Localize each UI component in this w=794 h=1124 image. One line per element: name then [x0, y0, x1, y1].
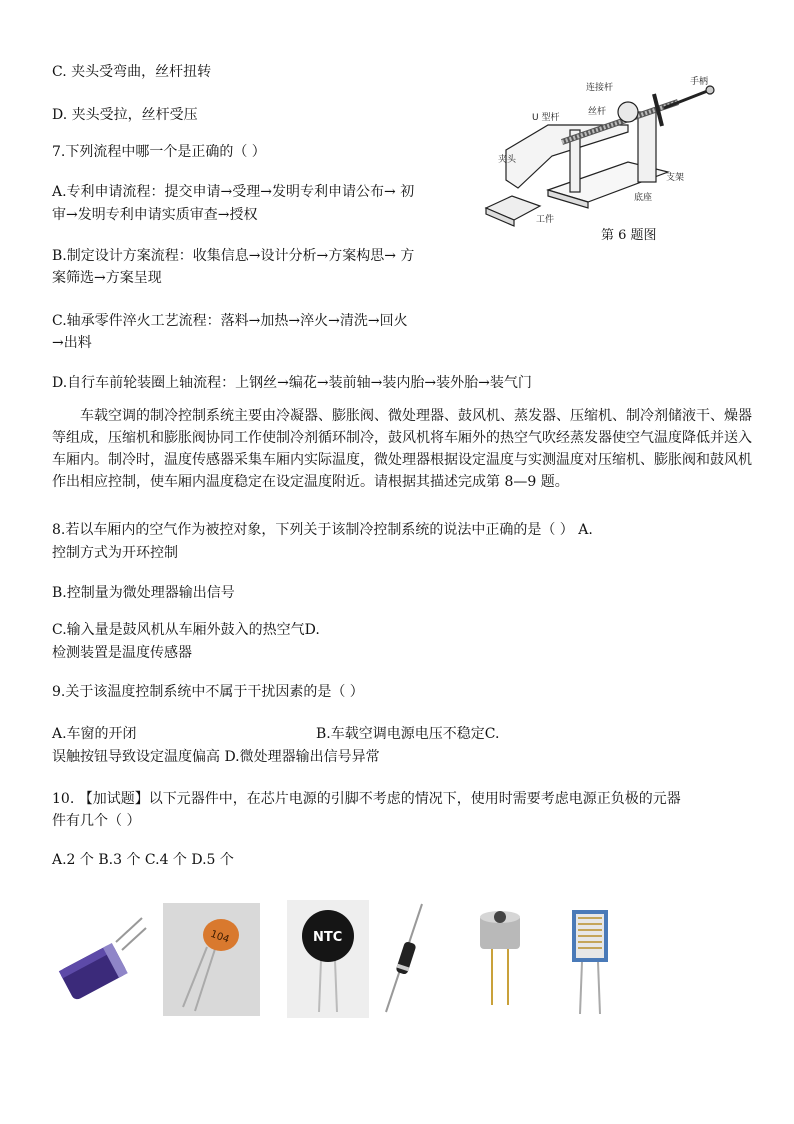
q10-stem-line2: 件有几个（ ） [52, 813, 141, 829]
q7-option-a-line2: 审→发明专利申请实质审查→授权 [52, 207, 258, 223]
diode-image [376, 900, 436, 1018]
label-connecting-rod: 连接杆 [586, 83, 614, 93]
ntc-thermistor-image [287, 900, 369, 1018]
label-clamp-head: 夹头 [498, 155, 517, 165]
q8-option-c-line1: C.输入量是鼓风机从车厢外鼓入的热空气D. [52, 622, 320, 638]
q7-option-b-line2: 案筛选→方案呈现 [52, 270, 162, 286]
label-u-rod: U 型杆 [532, 113, 560, 123]
figure-caption: 第 6 题图 [601, 228, 657, 243]
q7-option-b-line1: B.制定设计方案流程：收集信息→设计分析→方案构思→ 方 [52, 248, 415, 264]
clamp-figure [478, 70, 716, 230]
label-base: 底座 [634, 193, 653, 203]
label-lead-screw: 丝杆 [588, 107, 607, 117]
ntc-label-text: NTC [313, 930, 343, 945]
q9-option-b: B.车载空调电源电压不稳定C. [316, 726, 500, 742]
passage: 车载空调的制冷控制系统主要由冷凝器、膨胀阀、微处理器、鼓风机、蒸发器、压缩机、制冷剂储液干、燥器等组成，压缩机和膨胀阀协同工作使制冷剂循环制冷，鼓风机将车厢外的热空气吹经蒸发器使空气温度降低并送入车厢内。制冷时，温度传感器采集车厢内实际温度，微处理器根据设定温度与实测温度对压缩机、膨胀阀和鼓风机作出相应控制，使车厢内温度稳定在设定温度附近。请根据其描述完成第 8—9 题。 [52, 408, 752, 490]
ceramic-capacitor-image [163, 903, 260, 1016]
q7-option-c-line1: C.轴承零件淬火工艺流程：落料→加热→淬火→清洗→回火 [52, 313, 408, 329]
q6-option-d: D. 夹头受拉，丝杆受压 [52, 107, 198, 123]
q7-option-a-line1: A.专利申请流程：提交申请→受理→发明专利申请公布→ 初 [52, 184, 415, 200]
capacitor-code-text: 104 [208, 928, 231, 946]
humidity-sensor-image [568, 906, 612, 1018]
q10-options: A.2 个 B.3 个 C.4 个 D.5 个 [52, 852, 234, 868]
label-handle: 手柄 [690, 77, 709, 87]
q7-stem: 7.下列流程中哪一个是正确的（ ） [52, 144, 266, 160]
q9-options-cd: 误触按钮导致设定温度偏高 D.微处理器输出信号异常 [52, 749, 380, 765]
q8-option-b: B.控制量为微处理器输出信号 [52, 585, 235, 601]
q9-stem: 9.关于该温度控制系统中不属于干扰因素的是（ ） [52, 684, 364, 700]
electrolytic-capacitor-image [56, 912, 148, 1012]
q7-option-d: D.自行车前轮装圈上轴流程：上钢丝→编花→装前轴→装内胎→装外胎→装气门 [52, 375, 532, 391]
q10-stem-line1: 10. 【加试题】以下元器件中，在芯片电源的引脚不考虑的情况下，使用时需要考虑电源正负极的元器 [52, 791, 681, 807]
q8-option-c-line2: 检测装置是温度传感器 [52, 645, 192, 661]
q6-option-c: C. 夹头受弯曲，丝杆扭转 [52, 64, 212, 80]
photodiode-image [470, 905, 530, 1009]
q8-stem-line1: 8.若以车厢内的空气作为被控对象，下列关于该制冷控制系统的说法中正确的是（ ） A. [52, 522, 593, 538]
label-bracket: 支架 [666, 173, 685, 183]
label-workpiece: 工件 [536, 215, 555, 225]
q8-stem-line2: 控制方式为开环控制 [52, 545, 178, 561]
q9-option-a: A.车窗的开闭 [52, 726, 137, 742]
q7-option-c-line2: →出料 [52, 335, 92, 351]
